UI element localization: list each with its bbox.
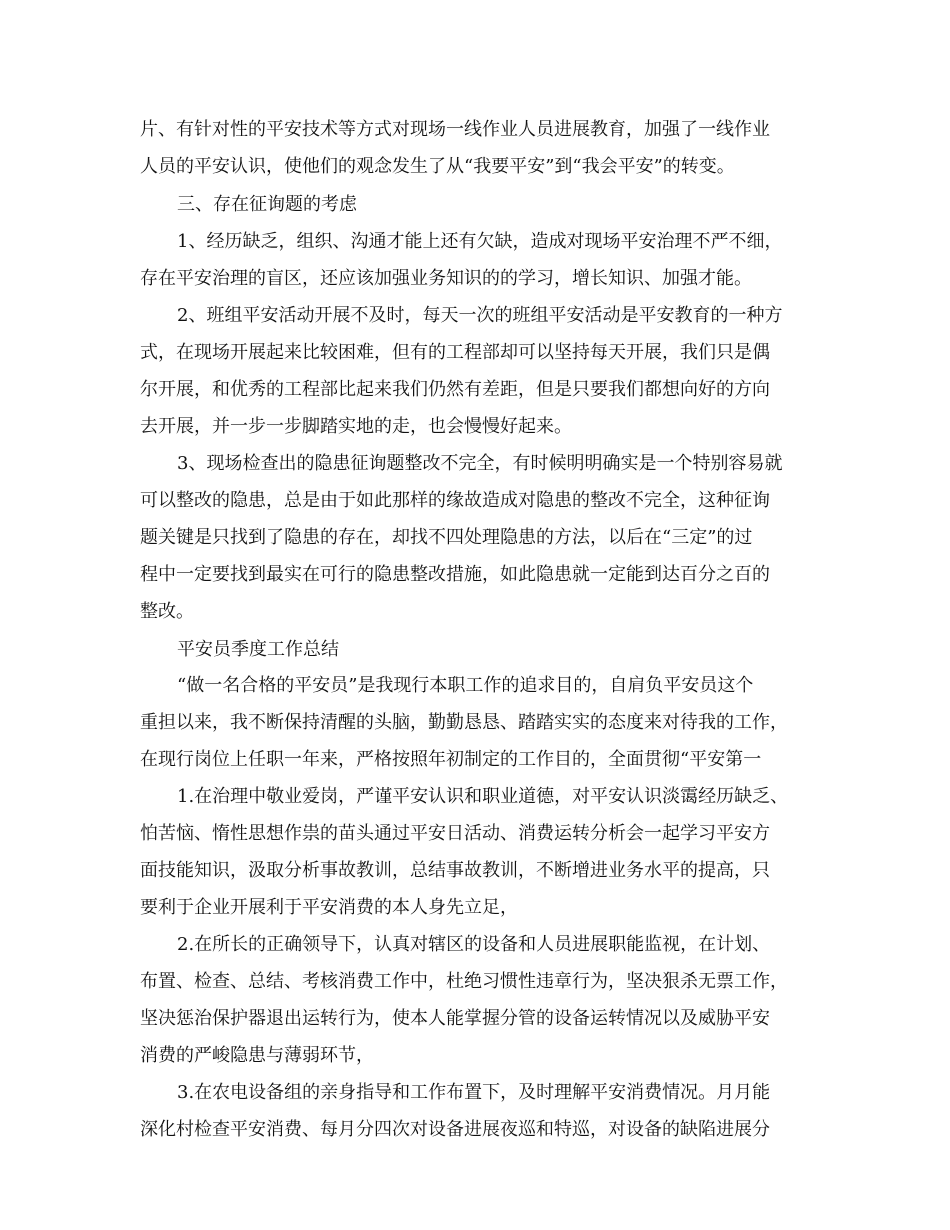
text-line: 面技能知识，汲取分析事故教训，总结事故教训，不断增进业务水平的提高，只	[140, 860, 770, 881]
text-line: 2、班组平安活动开展不及时，每天一次的班组平安活动是平安教育的一种方	[177, 305, 783, 326]
text-line: 1.在治理中敬业爱岗，严谨平安认识和职业道德，对平安认识淡霭经历缺乏、	[177, 786, 789, 807]
text-line: 怕苦恼、惰性思想作祟的苗头通过平安日活动、消费运转分析会一起学习平安方	[140, 823, 770, 844]
text-line: 可以整改的隐患，总是由于如此那样的缘故造成对隐患的整改不完全，这种征询	[140, 490, 770, 511]
text-line: “做一名合格的平安员”是我现行本职工作的追求目的，自肩负平安员这个	[177, 675, 754, 696]
section-heading: 三、存在征询题的考虑	[177, 194, 357, 215]
text-line: 3、现场检查出的隐患征询题整改不完全，有时候明明确实是一个特别容易就	[177, 453, 783, 474]
text-line: 3.在农电设备组的亲身指导和工作布置下，及时理解平安消费情况。月月能	[177, 1082, 771, 1103]
section-heading: 平安员季度工作总结	[177, 639, 339, 660]
text-line: 2.在所长的正确领导下，认真对辖区的设备和人员进展职能监视，在计划、	[177, 934, 771, 955]
text-line: 题关键是只找到了隐患的存在，却找不四处理隐患的方法，以后在“三定”的过	[140, 527, 753, 548]
text-line: 布置、检查、总结、考核消费工作中，杜绝习惯性违章行为，坚决狠杀无票工作，	[140, 971, 788, 992]
text-line: 重担以来，我不断保持清醒的头脑，勤勤恳恳、踏踏实实的态度来对待我的工作，	[140, 712, 788, 733]
text-line: 整改。	[140, 601, 194, 622]
text-line: 人员的平安认识，使他们的观念发生了从“我要平安”到“我会平安”的转变。	[140, 156, 735, 177]
text-line: 去开展，并一步一步脚踏实地的走，也会慢慢好起来。	[140, 416, 572, 437]
text-line: 程中一定要找到最实在可行的隐患整改措施，如此隐患就一定能到达百分之百的	[140, 564, 770, 585]
text-line: 片、有针对性的平安技术等方式对现场一线作业人员进展教育，加强了一线作业	[140, 119, 770, 140]
text-line: 式，在现场开展起来比较困难，但有的工程部却可以坚持每天开展，我们只是偶	[140, 342, 770, 363]
text-line: 要利于企业开展利于平安消费的本人身先立足，	[140, 897, 518, 918]
text-line: 深化村检查平安消费、每月分四次对设备进展夜巡和特巡，对设备的缺陷进展分	[140, 1119, 770, 1140]
text-line: 1、经历缺乏，组织、沟通才能上还有欠缺，造成对现场平安治理不严不细，	[177, 231, 783, 252]
text-line: 存在平安治理的盲区，还应该加强业务知识的的学习，增长知识、加强才能。	[140, 268, 752, 289]
text-line: 尔开展，和优秀的工程部比起来我们仍然有差距，但是只要我们都想向好的方向	[140, 379, 770, 400]
text-line: 消费的严峻隐患与薄弱环节，	[140, 1045, 374, 1066]
text-line: 坚决惩治保护器退出运转行为，使本人能掌握分管的设备运转情况以及威胁平安	[140, 1008, 770, 1029]
text-line: 在现行岗位上任职一年来，严格按照年初制定的工作目的，全面贯彻“平安第一	[140, 749, 762, 770]
